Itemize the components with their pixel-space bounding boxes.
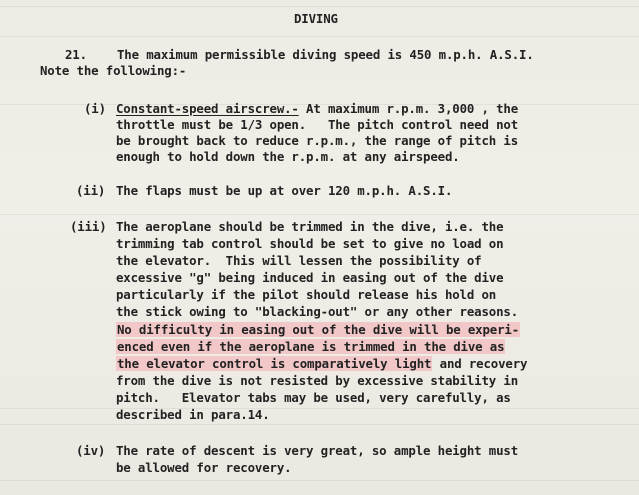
text-highlight: the elevator control is comparatively light: [117, 356, 432, 371]
item-first-line: [116, 101, 518, 117]
item-line: The rate of descent is very great, so ample height must: [116, 443, 519, 458]
item-line: excessive "g" being induced in easing out of the dive: [116, 270, 504, 285]
item-line: described in para.14.: [116, 407, 270, 422]
bleed-through-line: [0, 408, 639, 409]
intro-line: The maximum permissible diving speed is 450 m.p.h. A.S.I.: [117, 47, 534, 62]
highlighted-line: [116, 339, 505, 355]
item-line: throttle must be 1/3 open. The pitch control need not: [116, 117, 519, 132]
item-label: (iii): [70, 219, 107, 234]
item-label: (iv): [76, 443, 106, 458]
item-text: At maximum r.p.m. 3,000 , the: [298, 101, 519, 116]
bleed-through-line: [0, 480, 639, 481]
text-highlight: No difficulty in easing out of the dive will be experi-: [117, 322, 520, 337]
highlighted-line: [116, 356, 527, 372]
item-line: be allowed for recovery.: [116, 460, 292, 475]
item-line: particularly if the pilot should release his hold on: [116, 287, 497, 302]
item-line: trimming tab control should be set to give no load on: [116, 236, 504, 251]
item-line: The flaps must be up at over 120 m.p.h. A.S.I.: [116, 183, 453, 198]
item-label: (i): [84, 101, 106, 116]
item-line: pitch. Elevator tabs may be used, very carefully, as: [116, 390, 511, 405]
highlighted-line: [116, 322, 520, 338]
bleed-through-line: [0, 424, 639, 425]
bleed-through-line: [0, 6, 639, 7]
bleed-through-line: [0, 36, 639, 37]
item-line: the stick owing to "blacking-out" or any other reasons.: [116, 304, 519, 319]
intro-line: Note the following:-: [40, 63, 187, 78]
paragraph-number: 21.: [65, 47, 87, 62]
text-highlight: enced even if the aeroplane is trimmed in the dive as: [117, 339, 505, 354]
bleed-through-line: [0, 214, 639, 215]
item-text: and recovery: [432, 356, 528, 371]
item-line: the elevator. This will lessen the possibility of: [116, 253, 482, 268]
item-line: enough to hold down the r.p.m. at any airspeed.: [116, 149, 460, 164]
page-title: DIVING: [294, 11, 338, 26]
item-line: from the dive is not resisted by excessive stability in: [116, 373, 519, 388]
item-label: (ii): [76, 183, 106, 198]
item-line: be brought back to reduce r.p.m., the range of pitch is: [116, 133, 519, 148]
item-heading: Constant-speed airscrew.-: [116, 101, 299, 116]
item-line: The aeroplane should be trimmed in the dive, i.e. the: [116, 219, 504, 234]
